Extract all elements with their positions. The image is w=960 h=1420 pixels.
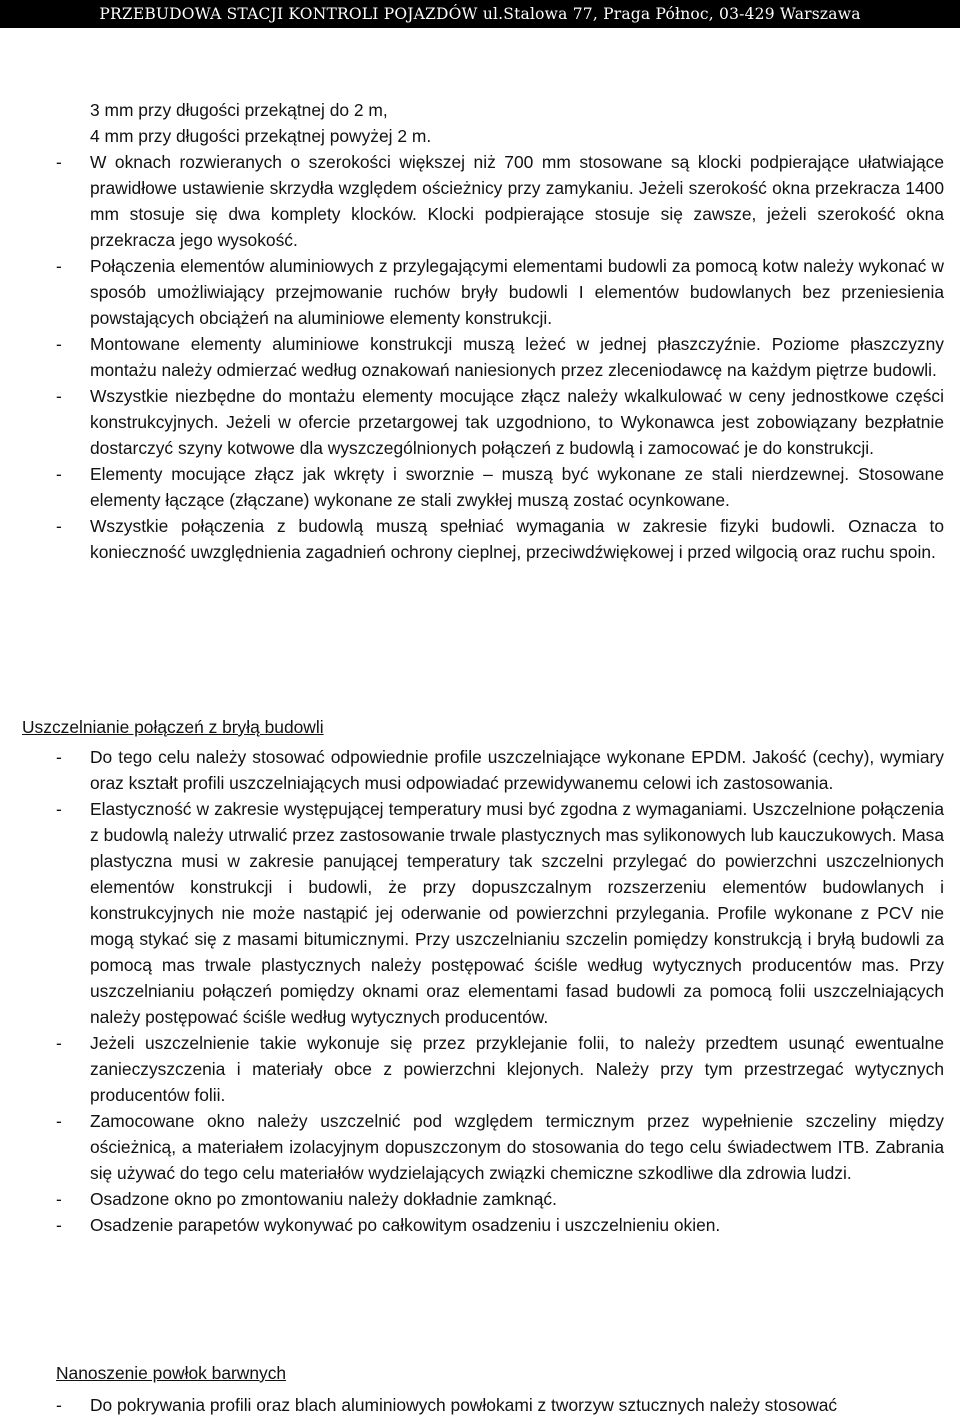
list-item [56, 383, 944, 461]
list-item [56, 461, 944, 513]
list-item [56, 1030, 944, 1108]
list-item-text: Montowane elementy aluminiowe konstrukcji muszą leżeć w jednej płaszczyźnie. Poziome płaszczyzny montażu należy odmierzać według oznakowań naniesionych przez zleceniodawcę na każdym piętrze budowli. [90, 334, 944, 380]
section-heading-sealing: Uszczelnianie połączeń z bryłą budowli [22, 717, 324, 737]
intro-line: 3 mm przy długości przekątnej do 2 m, [90, 100, 388, 120]
list-dash: - [56, 1189, 62, 1209]
list-dash: - [56, 1395, 62, 1415]
list-dash: - [56, 747, 62, 767]
list-dash: - [56, 464, 62, 484]
list-item [56, 1108, 944, 1186]
list-item-text: Połączenia elementów aluminiowych z przylegającymi elementami budowli za pomocą kotw należy wykonać w sposób umożliwiający przejmowanie ruchów bryły budowli I elementów budowlanych bez przeniesienia powstających obciążeń na aluminiowe elementy konstrukcji. [90, 256, 944, 328]
list-dash: - [56, 799, 62, 819]
list-item-text: Elastyczność w zakresie występującej temperatury musi być zgodna z wymaganiami. Uszczelnione połączenia z budowlą należy utrwalić przez zastosowanie trwale plastycznych mas sylikonowych lub kauczukowych. Masa plastyczna musi w zakresie panującej temperatury tak szczelni przylegać do powierzchni uszczelnionych elementów konstrukcji i budowli, że przy dopuszczalnym rozszerzeniu elementów budowlanych i konstrukcyjnych nie może nastąpić jej oderwanie od powierzchni przylegania. Profile wykonane z PCV nie mogą stykać się z masami bitumicznymi. Przy uszczelnianiu szczelin pomiędzy konstrukcją i bryłą budowli za pomocą mas trwale plastycznych należy postępować ściśle według wytycznych producentów mas. Przy uszczelnianiu połączeń pomiędzy oknami oraz elementami fasad budowli za pomocą folii uszczelniających należy postępować ściśle według wytycznych producentów. [90, 799, 944, 1027]
list-dash: - [56, 516, 62, 536]
list-item [56, 149, 944, 253]
list-dash: - [56, 256, 62, 276]
list-item [56, 1392, 944, 1418]
list-item [56, 1212, 944, 1238]
list-item-text: Jeżeli uszczelnienie takie wykonuje się przez przyklejanie folii, to należy przedtem usunąć ewentualne zanieczyszczenia i materiały obce z powierzchni klejonych. Należy przy tym przestrzegać wytycznych producentów folii. [90, 1033, 944, 1105]
coatings-section [56, 1392, 944, 1418]
list-item [56, 744, 944, 796]
list-dash: - [56, 1033, 62, 1053]
list-item [56, 513, 944, 565]
sealing-section [56, 744, 944, 1238]
intro-and-requirements [56, 97, 944, 565]
list-dash: - [56, 334, 62, 354]
intro-line: 4 mm przy długości przekątnej powyżej 2 m. [90, 126, 432, 146]
list-dash: - [56, 1111, 62, 1131]
list-item-text: Do pokrywania profili oraz blach aluminiowych powłokami z tworzyw sztucznych należy stosować [90, 1395, 838, 1415]
list-dash: - [56, 386, 62, 406]
list-item-text: Elementy mocujące złącz jak wkręty i sworznie – muszą być wykonane ze stali nierdzewnej. Stosowane elementy łączące (złączane) wykonane ze stali zwykłej muszą zostać ocynkowane. [90, 464, 944, 510]
list-item [56, 253, 944, 331]
section-heading-coatings: Nanoszenie powłok barwnych [56, 1363, 287, 1383]
list-dash: - [56, 1215, 62, 1235]
list-item-text: Wszystkie połączenia z budowlą muszą spełniać wymagania w zakresie fizyki budowli. Oznacza to konieczność uwzględnienia zagadnień ochrony cieplnej, przeciwdźwiękowej i przed wilgocią oraz ruchu spoin. [90, 516, 944, 562]
list-item-text: W oknach rozwieranych o szerokości większej niż 700 mm stosowane są klocki podpierające ułatwiające prawidłowe ustawienie skrzydła względem ościeżnicy przy zamykaniu. Jeżeli szerokość okna przekracza 1400 mm stosuje się dwa komplety klocków. Klocki podpierające stosuje się zawsze, jeżeli szerokość okna przekracza jego wysokość. [90, 152, 944, 250]
list-item [56, 796, 944, 1030]
list-item [56, 331, 944, 383]
list-item [56, 1186, 944, 1212]
list-item-text: Do tego celu należy stosować odpowiednie profile uszczelniające wykonane EPDM. Jakość (cechy), wymiary oraz kształt profili uszczelniających musi odpowiadać przewidywanemu celowi ich zastosowania. [90, 747, 944, 793]
list-item-text: Osadzone okno po zmontowaniu należy dokładnie zamknąć. [90, 1189, 557, 1209]
document-header: PRZEBUDOWA STACJI KONTROLI POJAZDÓW ul.Stalowa 77, Praga Północ, 03-429 Warszawa [0, 0, 960, 28]
list-item-text: Zamocowane okno należy uszczelnić pod względem termicznym przez wypełnienie szczeliny między ościeżnicą, a materiałem izolacyjnym dopuszczonym do stosowania do tego celu świadectwem ITB. Zabrania się używać do tego celu materiałów wydzielających związki chemiczne szkodliwe dla zdrowia ludzi. [90, 1111, 944, 1183]
list-item-text: Wszystkie niezbędne do montażu elementy mocujące złącz należy wkalkulować w ceny jednostkowe części konstrukcyjnych. Jeżeli w ofercie przetargowej tak uzgodniono, to Wykonawca jest zobowiązany bezpłatnie dostarczyć szyny kotwowe dla wyszczególnionych połączeń z budowlą i zamocować je do konstrukcji. [90, 386, 944, 458]
list-item-text: Osadzenie parapetów wykonywać po całkowitym osadzeniu i uszczelnieniu okien. [90, 1215, 721, 1235]
list-dash: - [56, 152, 62, 172]
